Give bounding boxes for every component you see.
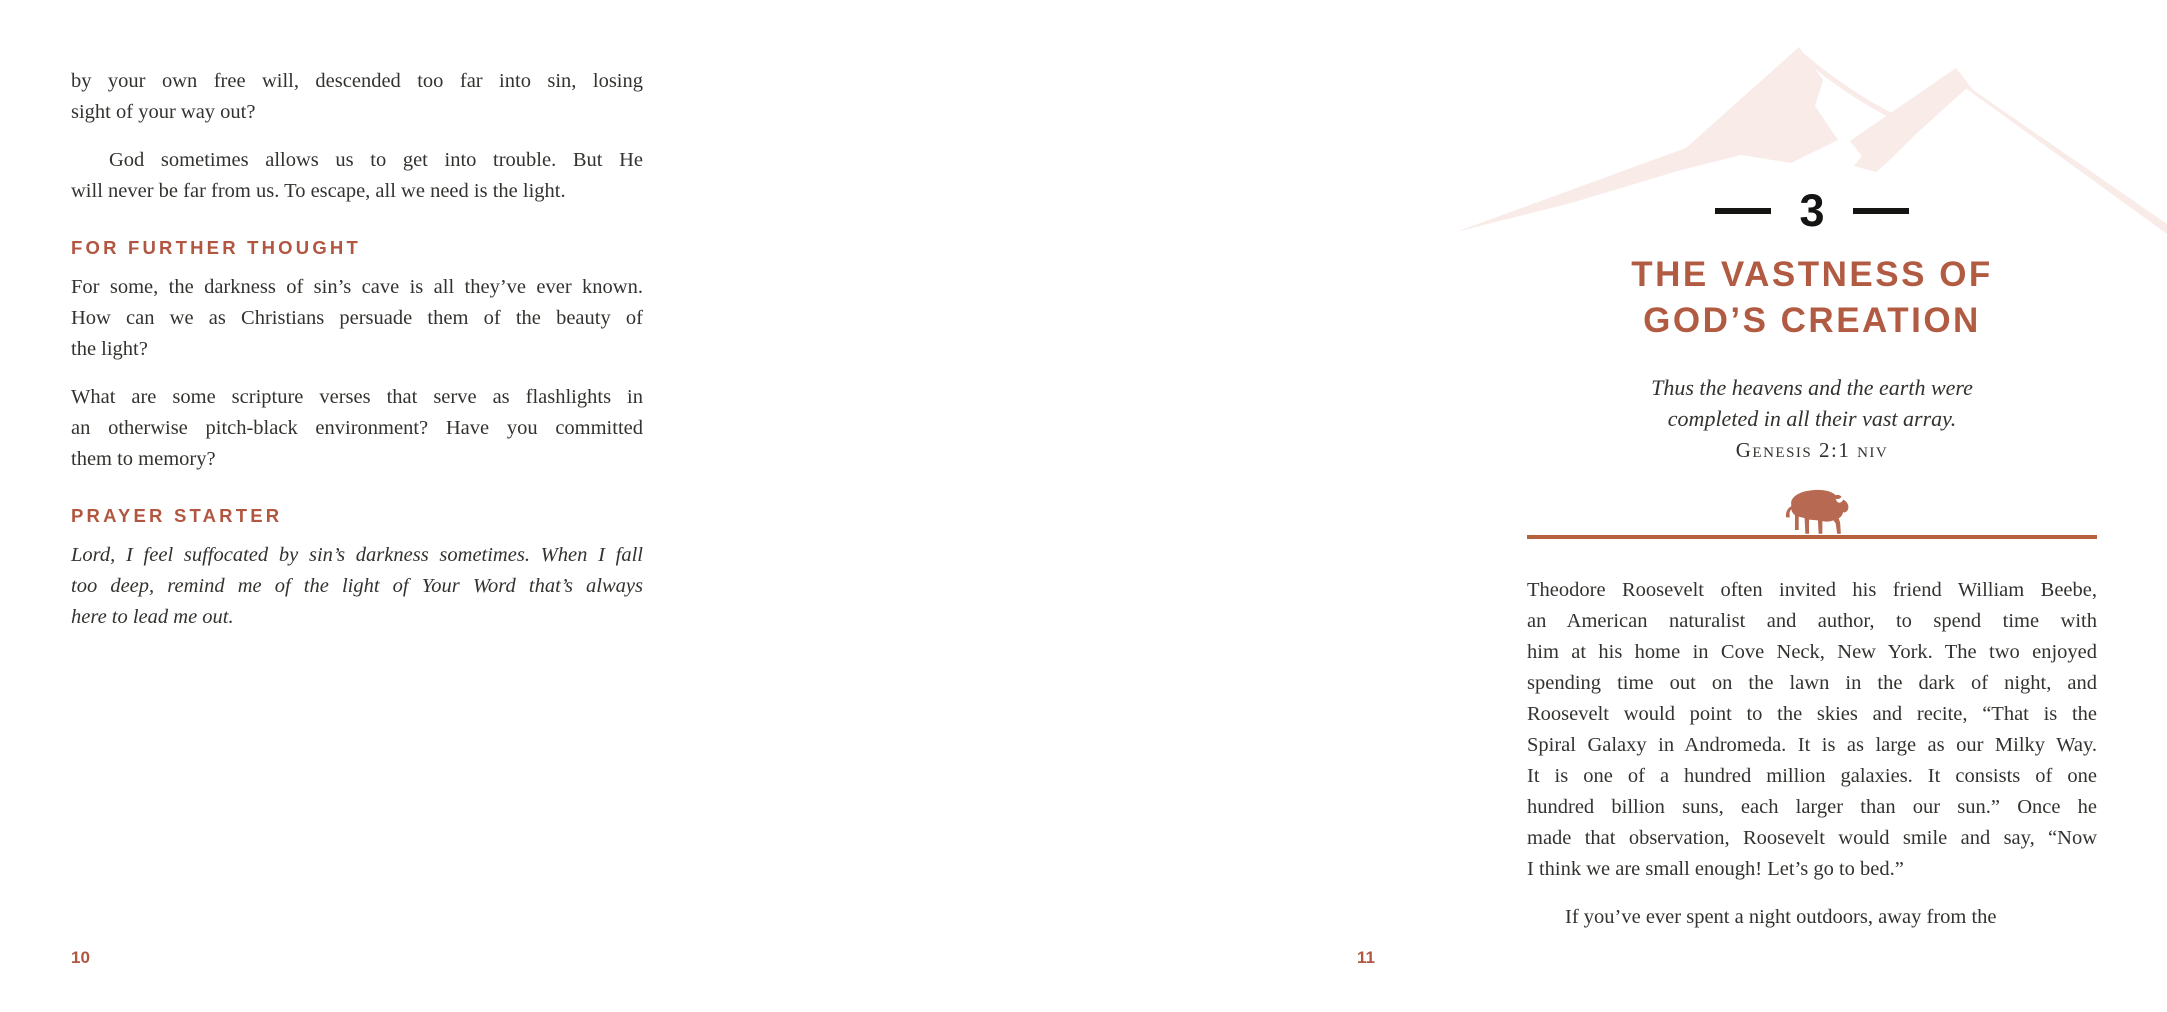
text-line: I think we are small enough! Let’s go to bed.” (1527, 858, 1904, 880)
paragraph (71, 66, 643, 128)
right-page-text (1527, 575, 2097, 933)
text-line: sight of your way out? (71, 101, 256, 123)
page-number-left: 10 (71, 948, 90, 967)
text-line: an American naturalist and author, to spend time with (1527, 610, 2097, 632)
paragraph (1527, 575, 2097, 885)
text-line: them to memory? (71, 448, 216, 470)
chapter-title (1527, 252, 2097, 344)
text-line: How can we as Christians persuade them of the beauty of (71, 307, 643, 329)
prayer-starter-heading: PRAYER STARTER (71, 505, 283, 526)
left-page (0, 0, 722, 1012)
scripture-reference: Genesis 2:1 niv (1735, 438, 1889, 462)
bison-icon (1775, 485, 1849, 538)
text-line: Lord, I feel suffocated by sin’s darkness sometimes. When I fall (71, 544, 643, 566)
chapter-header (1527, 185, 2097, 463)
for-further-thought-heading: FOR FURTHER THOUGHT (71, 237, 361, 258)
chapter-title-line-2: GOD’S CREATION (1643, 301, 1981, 340)
text-line: made that observation, Roosevelt would smile and say, “Now (1527, 827, 2097, 849)
scripture-quote (1527, 372, 2097, 434)
text-line: God sometimes allows us to get into trouble. But He (109, 149, 643, 171)
scripture-quote-line-1: Thus the heavens and the earth were (1651, 375, 1973, 400)
text-line: the light? (71, 338, 148, 360)
text-line: hundred billion suns, each larger than our sun.” Once he (1527, 796, 2097, 818)
right-page (722, 0, 2097, 1012)
paragraph (71, 145, 643, 207)
page-number-right: 11 (1357, 948, 1375, 967)
paragraph (71, 272, 643, 365)
dash-left (1715, 208, 1771, 214)
scripture-quote-line-2: completed in all their vast array. (1667, 406, 1957, 431)
chapter-title-line-1: THE VASTNESS OF (1631, 255, 1993, 294)
paragraph (1527, 902, 2097, 933)
text-line: Roosevelt would point to the skies and recite, “That is the (1527, 703, 2097, 725)
text-line: by your own free will, descended too far into sin, losing (71, 70, 643, 92)
text-line: too deep, remind me of the light of Your Word that’s always (71, 575, 643, 597)
text-line: For some, the darkness of sin’s cave is all they’ve ever known. (71, 276, 643, 298)
text-line: If you’ve ever spent a night outdoors, away from the (1565, 906, 1997, 928)
text-line: here to lead me out. (71, 606, 234, 628)
text-line: will never be far from us. To escape, all we need is the light. (71, 180, 566, 202)
text-line: him at his home in Cove Neck, New York. The two enjoyed (1527, 641, 2097, 663)
text-line: It is one of a hundred million galaxies. It consists of one (1527, 765, 2097, 787)
paragraph (71, 540, 643, 633)
chapter-number: 3 (1799, 185, 1825, 236)
text-line: What are some scripture verses that serve as flashlights in (71, 386, 643, 408)
text-line: Theodore Roosevelt often invited his friend William Beebe, (1527, 579, 2097, 601)
dash-right (1853, 208, 1909, 214)
text-line: an otherwise pitch-black environment? Have you committed (71, 417, 643, 439)
paragraph (71, 382, 643, 475)
text-line: spending time out on the lawn in the dark of night, and (1527, 672, 2097, 694)
left-page-text (71, 66, 643, 633)
chapter-number-row (1527, 185, 2097, 236)
text-line: Spiral Galaxy in Andromeda. It is as large as our Milky Way. (1527, 734, 2097, 756)
